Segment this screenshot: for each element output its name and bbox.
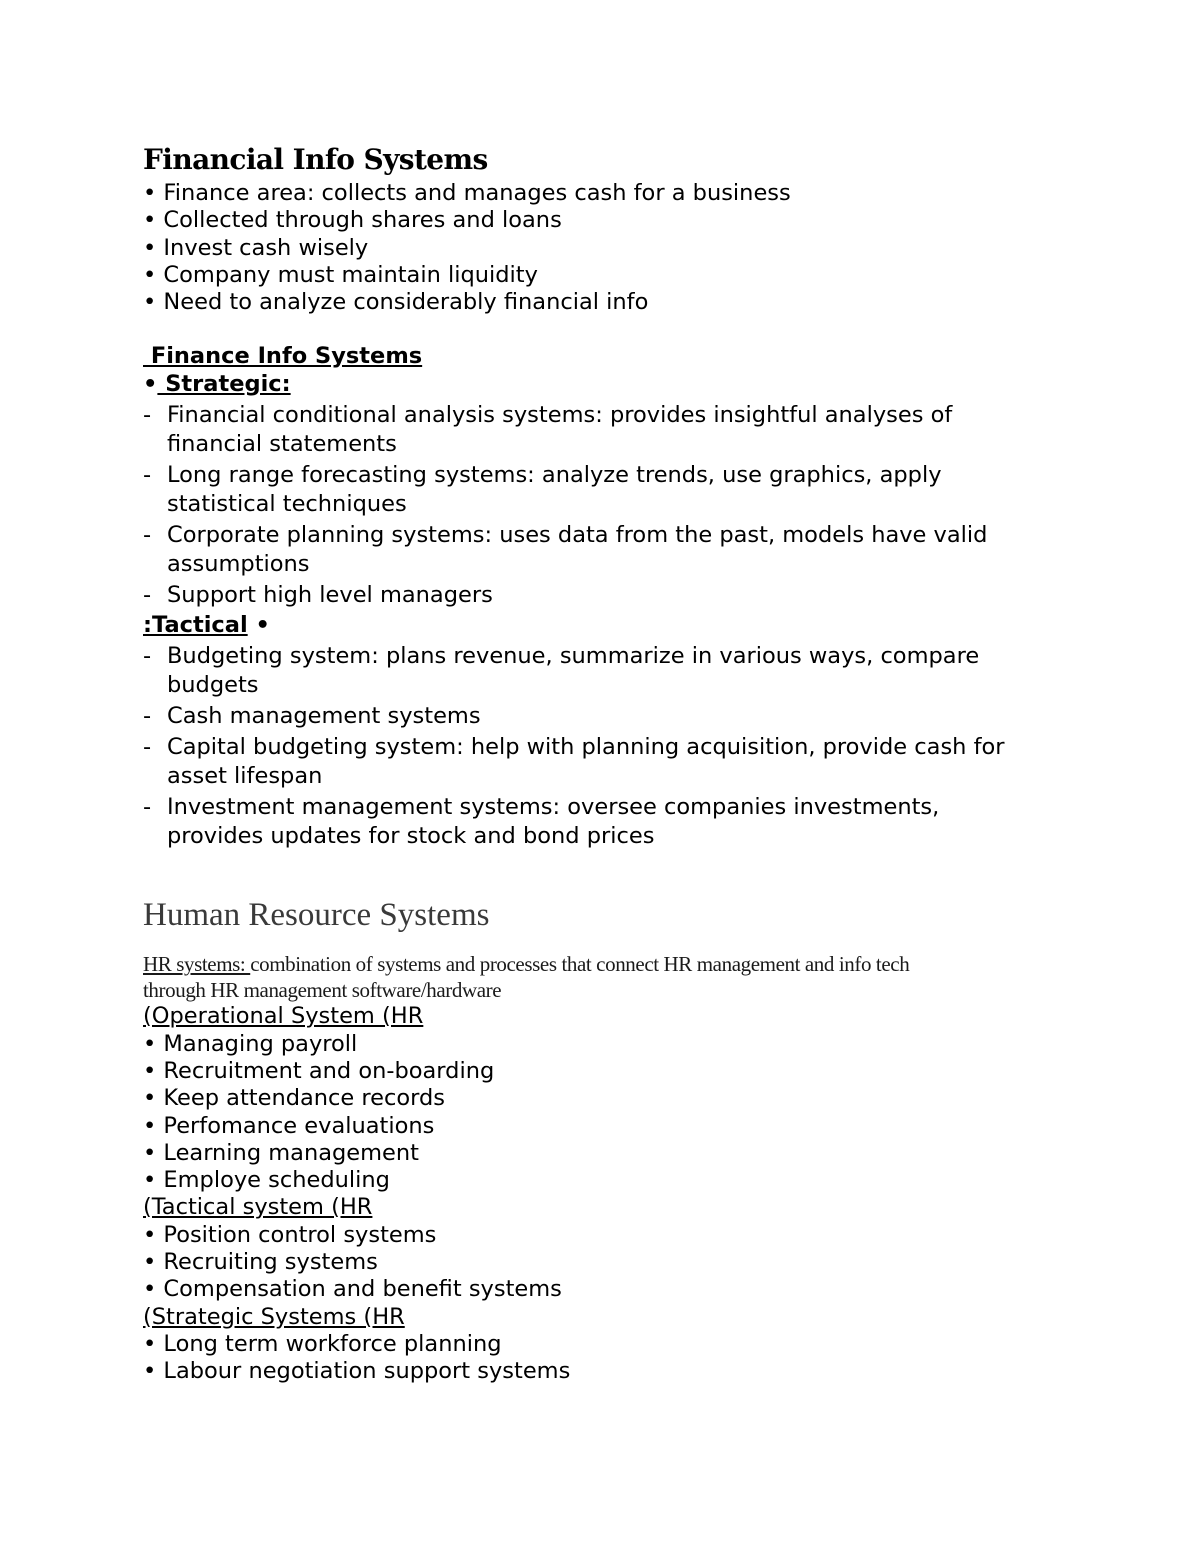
hr-tactical-list [143, 1222, 1063, 1304]
list-item [143, 793, 1063, 851]
list-item [143, 401, 1063, 459]
list-item-line: Corporate planning systems: uses data from the past, models have valid [167, 522, 988, 549]
list-item-line: financial statements [167, 431, 397, 458]
list-item: • Compensation and benefit systems [143, 1276, 562, 1303]
list-item: • Recruitment and on-boarding [143, 1057, 495, 1084]
list-item: • Invest cash wisely [143, 234, 369, 261]
list-item: • Need to analyze considerably financial info [143, 289, 649, 316]
strategic-label: Strategic: [157, 370, 291, 397]
list-item [143, 642, 1063, 700]
list-item-line: assumptions [167, 551, 310, 578]
tactical-bullet: • [247, 612, 270, 639]
list-item: • Recruiting systems [143, 1249, 378, 1276]
list-item-line: budgets [167, 672, 259, 699]
strategic-heading [143, 371, 1063, 398]
list-item [143, 461, 1063, 519]
list-item-line: Capital budgeting system: help with planning acquisition, provide cash for [167, 734, 1005, 761]
list-item: • Labour negotiation support systems [143, 1358, 571, 1385]
financial-bullets [143, 180, 1063, 316]
document-page [143, 140, 1063, 1386]
list-item-line: Investment management systems: oversee companies investments, [167, 794, 940, 821]
dash-marker: - [143, 462, 152, 489]
hr-definition-text: combination of systems and processes that connect HR management and info tech [250, 952, 910, 977]
dash-marker: - [143, 643, 152, 670]
tactical-list [143, 642, 1063, 851]
hr-strategic-list [143, 1331, 1063, 1386]
hr-operational-label: (Operational System (HR [143, 1003, 424, 1030]
dash-marker: - [143, 794, 152, 821]
list-item-line: Support high level managers [167, 582, 493, 609]
dash-marker: - [143, 522, 152, 549]
hr-title: Human Resource Systems [143, 897, 490, 934]
financial-title: Financial Info Systems [143, 143, 488, 176]
hr-tactical-label: (Tactical system (HR [143, 1194, 373, 1221]
list-item: • Employe scheduling [143, 1167, 390, 1194]
list-item-line: asset lifespan [167, 763, 323, 790]
list-item [143, 733, 1063, 791]
list-item [143, 581, 1063, 610]
list-item-line: Long range forecasting systems: analyze trends, use graphics, apply [167, 462, 942, 489]
list-item-line: Financial conditional analysis systems: provides insightful analyses of [167, 402, 953, 429]
hr-definition-term: HR systems: [143, 952, 251, 977]
hr-definition-text-line2: through HR management software/hardware [143, 978, 502, 1003]
list-item: • Keep attendance records [143, 1085, 446, 1112]
hr-strategic-label: (Strategic Systems (HR [143, 1303, 405, 1330]
list-item: • Perfomance evaluations [143, 1112, 435, 1139]
list-item: • Collected through shares and loans [143, 207, 562, 234]
dash-marker: - [143, 582, 152, 609]
list-item-line: Cash management systems [167, 703, 481, 730]
list-item [143, 521, 1063, 579]
hr-operational-list [143, 1031, 1063, 1195]
hr-definition [143, 951, 1063, 1003]
tactical-heading [143, 612, 1063, 639]
list-item: • Managing payroll [143, 1030, 358, 1057]
list-item: • Long term workforce planning [143, 1330, 502, 1357]
strategic-list [143, 401, 1063, 610]
list-item-line: statistical techniques [167, 491, 407, 518]
dash-marker: - [143, 734, 152, 761]
dash-marker: - [143, 703, 152, 730]
list-item-line: provides updates for stock and bond prices [167, 823, 655, 850]
list-item: • Company must maintain liquidity [143, 261, 538, 288]
dash-marker: - [143, 402, 152, 429]
list-item [143, 702, 1063, 731]
tactical-label: :Tactical [143, 612, 248, 639]
list-item: • Finance area: collects and manages cash for a business [143, 180, 791, 206]
strategic-bullet: • [143, 370, 158, 397]
finance-subtitle: Finance Info Systems [143, 343, 423, 370]
list-item: • Learning management [143, 1139, 419, 1166]
list-item-line: Budgeting system: plans revenue, summarize in various ways, compare [167, 643, 980, 670]
list-item: • Position control systems [143, 1221, 437, 1248]
